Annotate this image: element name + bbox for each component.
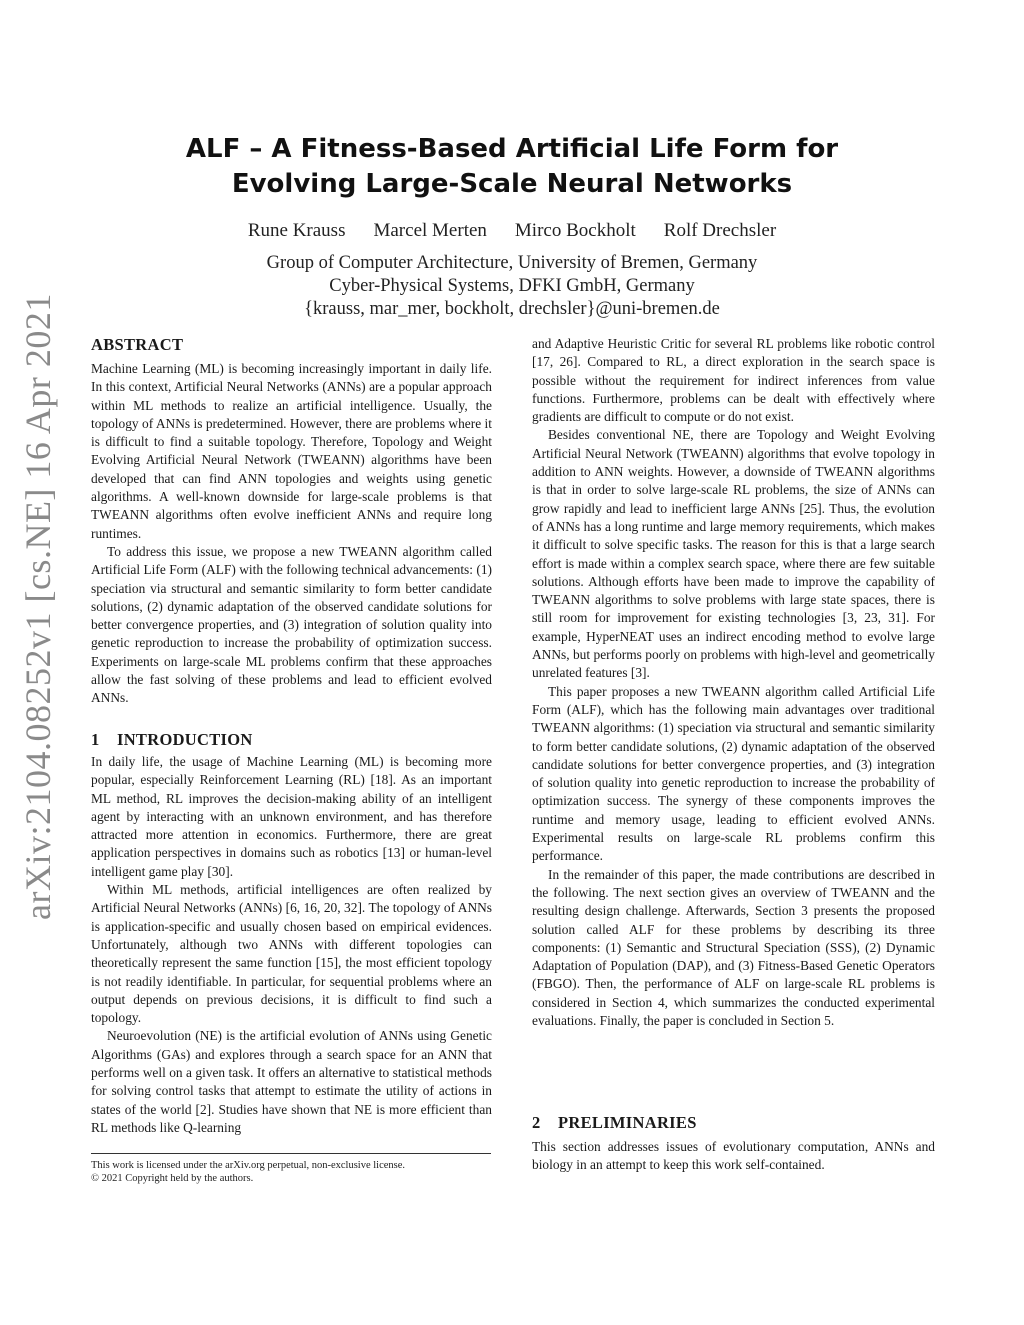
introduction-body-right [532, 335, 935, 1030]
section-number: 1 [91, 730, 100, 749]
footnote-divider [91, 1153, 491, 1154]
section-title: PRELIMINARIES [558, 1113, 697, 1132]
body-paragraph: Neuroevolution (NE) is the artificial evolution of ANNs using Genetic Algorithms (GAs) and explores through a search space for an ANN that performs well on a given task. It offers an alternative to statistical methods for solving control tasks that attempt to estimate the utility of actions in states of the world [2]. Studies have shown that NE is more efficient than RL methods like Q-learning [91, 1028, 492, 1135]
abstract-body [91, 360, 492, 708]
copyright-footnote: © 2021 Copyright held by the authors. [91, 1173, 254, 1184]
body-paragraph: and Adaptive Heuristic Critic for several RL problems like robotic control [17, 26]. Compared to RL, a direct exploration in the search space is possible without the requirement for indirect inferences from value functions. Furthermore, problems can be dealt with effectively where gradients are difficult to compute or do not exist. [532, 336, 935, 425]
body-paragraph: This section addresses issues of evolutionary computation, ANNs and biology in an attempt to keep this work self-contained. [532, 1139, 935, 1173]
body-paragraph: In daily life, the usage of Machine Learning (ML) is becoming more popular, especially Reinforcement Learning (RL) [18]. As an important ML method, RL improves the decision-making ability of an intelligent agent by interacting with an unknown environment, and has therefore attracted more attention in economics. Furthermore, there are great application perspectives in domains such as robotics [13] or human-level intelligent game play [30]. [91, 754, 492, 879]
body-paragraph: Within ML methods, artificial intelligences are often realized by Artificial Neural Networks (ANNs) [6, 16, 20, 32]. The topology of ANNs is application-specific and usually chosen based on empirical evidences. Unfortunately, although two ANNs with different topologies can theoretically represent the same function [15], the most efficient topology is not readily identifiable. In particular, for sequential problems where an output depends on previous decisions, it is difficult to find such a topology. [91, 882, 492, 1026]
arxiv-identifier: arXiv:2104.08252v1 [cs.NE] 16 Apr 2021 [18, 293, 58, 920]
section-title: INTRODUCTION [117, 730, 253, 749]
abstract-paragraph: Machine Learning (ML) is becoming increasingly important in daily life. In this context, Artificial Neural Networks (ANNs) are a popular approach within ML methods to realize an artificial intelligence. Usually, the topology of ANNs is predetermined. However, there are problems where it is difficult to find a suitable topology. Therefore, Topology and Weight Evolving Artificial Neural Network (TWEANN) algorithms have been developed that can find ANN topologies and weights using genetic algorithms. A well-known downside for large-scale problems is that TWEANN algorithms often evolve inefficient ANNs and require long runtimes. [91, 361, 492, 541]
author: Rolf Drechsler [663, 220, 777, 241]
license-footnote: This work is licensed under the arXiv.org perpetual, non-exclusive license. [91, 1160, 406, 1171]
section-heading-preliminaries [532, 1113, 697, 1133]
author-list [120, 220, 904, 242]
body-paragraph: Besides conventional NE, there are Topology and Weight Evolving Artificial Neural Network (TWEANN) algorithms that evolve topology in addition to ANN weights. However, a downside of TWEANN algorithms is that in order to solve large-scale RL problems, the size of ANNs can grow rapidly and lead to inefficient large ANNs [25]. Thus, the evolution of ANNs has a long runtime and large memory requirements, which makes it difficult to solve specific tasks. The reason for this is that a large search effort is made within a complex search space, where there are few suitable solutions. Although efforts have been made to improve the capability of TWEANN algorithms to solve problems with large state spaces, there is still room for improvement for existing technologies [3, 23, 31]. For example, HyperNEAT uses an indirect encoding method to evolve large ANNs, but performs poorly on problems with high-level and geometrically unrelated features [3]. [532, 427, 935, 681]
paper-title: ALF – A Fitness-Based Artificial Life Form for Evolving Large-Scale Neural Networks [185, 134, 839, 199]
body-paragraph: This paper proposes a new TWEANN algorithm called Artificial Life Form (ALF), which has the following main advantages over traditional TWEANN algorithms: (1) speciation via structural and semantic similarity to form better candidate solutions, (2) dynamic adaptation of the observed candidate solutions for better convergence properties, and (3) integration of solution quality into genetic reproduction to increase the probability of optimization success. The synergy of these components improves the runtime and memory usage, leading to efficient evolved ANNs. Experimental results on large-scale RL problems confirm this performance. [532, 683, 935, 864]
section-heading-introduction [91, 730, 253, 750]
affiliation-university: Group of Computer Architecture, University of Bremen, Germany [266, 253, 758, 273]
affiliation-dfki: Cyber-Physical Systems, DFKI GmbH, Germany [329, 276, 695, 296]
author-emails: {krauss, mar_mer, bockholt, drechsler}@uni-bremen.de [304, 299, 720, 319]
author: Mirco Bockholt [514, 220, 636, 241]
abstract-heading: ABSTRACT [91, 335, 184, 354]
body-paragraph: In the remainder of this paper, the made contributions are described in the following. The next section gives an overview of TWEANN and the resulting design challenge. Afterwards, Section 3 presents the proposed solution called ALF for these problems by describing its three components: (1) Semantic and Structural Speciation (SSS), (2) Dynamic Adaptation of Population (DAP), and (3) Fitness-Based Genetic Operators (FBGO). Then, the performance of ALF on large-scale RL problems is considered in Section 4, which summarizes the conducted experimental evaluations. Finally, the paper is concluded in Section 5. [532, 866, 935, 1028]
preliminaries-body [532, 1138, 935, 1175]
section-number: 2 [532, 1113, 541, 1132]
author: Marcel Merten [373, 220, 487, 241]
introduction-body-left [91, 753, 492, 1137]
author: Rune Krauss [247, 220, 346, 241]
abstract-paragraph: To address this issue, we propose a new TWEANN algorithm called Artificial Life Form (ALF) with the following technical advancements: (1) speciation via structural and semantic similarity to form better candidate solutions, (2) dynamic adaptation of the observed candidate solutions for better convergence properties, and (3) integration of solution quality into genetic reproduction to increase the probability of optimization success. Experiments on large-scale ML problems confirm that these approaches allow the fast solving of these problems and lead to efficient evolved ANNs. [91, 543, 492, 706]
